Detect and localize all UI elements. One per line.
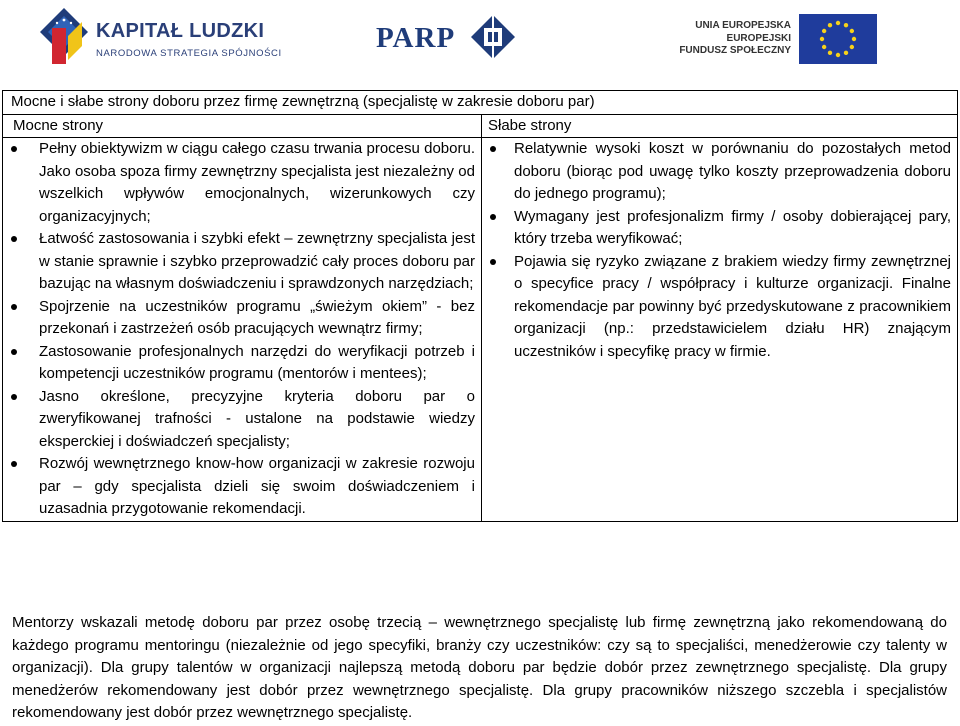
- list-item: Spojrzenie na uczestników programu „świeżym okiem” - bez przekonań i zastrzeżeń osób pracujących wewnątrz firmy;: [9, 296, 475, 341]
- eu-star-icon: [822, 29, 826, 33]
- bullet-icon: [490, 259, 496, 265]
- parp-logo: [376, 12, 516, 64]
- eu-star-icon: [852, 37, 856, 41]
- eu-flag-icon: [799, 14, 877, 64]
- bullet-icon: [11, 349, 17, 355]
- list-item: Wymagany jest profesjonalizm firmy / osoby dobierającej pary, który trzeba weryfikować;: [488, 206, 951, 251]
- list-item: Jasno określone, precyzyjne kryteria doboru par o zweryfikowanej trafności - ustalone na podstawie wiedzy eksperckiej i doświadczeń specjalisty;: [9, 386, 475, 454]
- eu-star-icon: [844, 23, 848, 27]
- bullet-icon: [490, 146, 496, 152]
- strong-points-cell: [3, 138, 482, 522]
- bullet-icon: [11, 146, 17, 152]
- bullet-icon: [11, 394, 17, 400]
- eu-logo: [669, 12, 909, 68]
- parp-emblem-icon: [470, 14, 516, 60]
- eu-star-icon: [844, 51, 848, 55]
- eu-star-icon: [836, 53, 840, 57]
- eu-star-icon: [828, 23, 832, 27]
- strong-points-list: [9, 138, 475, 521]
- kapital-ludzki-logo: [38, 6, 282, 68]
- weak-points-cell: [482, 138, 958, 522]
- list-item: Łatwość zastosowania i szybki efekt – zewnętrzny specjalista jest w stanie sprawnie i szybko przeprowadzić cały proces doboru par bazując na własnym doświadczeniu i sprawdzonych narzędziach;: [9, 228, 475, 296]
- column-header-strong: Mocne strony: [3, 114, 482, 138]
- eu-line-1: UNIA EUROPEJSKA: [695, 20, 791, 31]
- kapital-ludzki-title: KAPITAŁ LUDZKI: [96, 20, 265, 42]
- table-caption: Mocne i słabe strony doboru przez firmę zewnętrzną (specjalistę w zakresie doboru par): [3, 91, 958, 115]
- eu-line-3: FUNDUSZ SPOŁECZNY: [679, 45, 791, 56]
- list-item: Zastosowanie profesjonalnych narzędzi do weryfikacji potrzeb i kompetencji uczestników programu (mentorów i mentees);: [9, 341, 475, 386]
- bullet-icon: [11, 461, 17, 467]
- kapital-ludzki-subtitle: NARODOWA STRATEGIA SPÓJNOŚCI: [96, 48, 282, 59]
- bullet-icon: [11, 236, 17, 242]
- eu-star-icon: [836, 21, 840, 25]
- eu-star-icon: [822, 45, 826, 49]
- bullet-icon: [490, 214, 496, 220]
- comparison-table: [2, 90, 958, 522]
- parp-text: PARP: [376, 22, 456, 54]
- column-header-weak: Słabe strony: [482, 114, 958, 138]
- list-item: Pełny obiektywizm w ciągu całego czasu trwania procesu doboru. Jako osoba spoza firmy zewnętrzny specjalista jest niezależny od wszelkich wpływów emocjonalnych, wizerunkowych czy organizacyjnych;: [9, 138, 475, 228]
- list-item: Pojawia się ryzyko związane z brakiem wiedzy firmy zewnętrznej o specyfice pracy / współpracy i kulturze organizacji. Finalne rekomendacje par powinny być przedyskutowane z pracownikiem organizacji (np.: przedstawicielem działu HR) znającym uczestników i specyfikę pracy w firmie.: [488, 251, 951, 364]
- eu-star-icon: [820, 37, 824, 41]
- header-logos: [0, 0, 960, 80]
- eu-star-icon: [850, 45, 854, 49]
- bullet-icon: [11, 304, 17, 310]
- list-item: Rozwój wewnętrznego know-how organizacji w zakresie rozwoju par – gdy specjalista dzieli się swoim doświadczeniem i uzasadnia przygotowanie rekomendacji.: [9, 453, 475, 521]
- kapital-ludzki-emblem-icon: [38, 6, 90, 66]
- eu-star-icon: [828, 51, 832, 55]
- list-item: Relatywnie wysoki koszt w porównaniu do pozostałych metod doboru (biorąc pod uwagę tylko koszty przeprowadzenia doboru do jednego programu);: [488, 138, 951, 206]
- summary-paragraph: Mentorzy wskazali metodę doboru par przez osobę trzecią – wewnętrznego specjalistę lub firmę zewnętrzną jako rekomendowaną do każdego programu mentoringu (niezależnie od jego specyfiki, branży czy uczestników: czy są to specjaliści, menedżerowie czy talenty w organizacji). Dla grupy talentów w organizacji najlepszą metodą doboru par będzie dobór przez zewnętrznego specjalistę. Dla grupy menedżerów rekomendowany jest dobór przez wewnętrznego specjalistę. Dla grupy pracowników niższego szczebla i specjalistów rekomendowany jest dobór przez wewnętrznego specjalistę.: [12, 614, 947, 721]
- weak-points-list: [488, 138, 951, 363]
- eu-logo-text: [669, 20, 791, 58]
- eu-star-icon: [850, 29, 854, 33]
- eu-line-2: EUROPEJSKI: [726, 32, 791, 44]
